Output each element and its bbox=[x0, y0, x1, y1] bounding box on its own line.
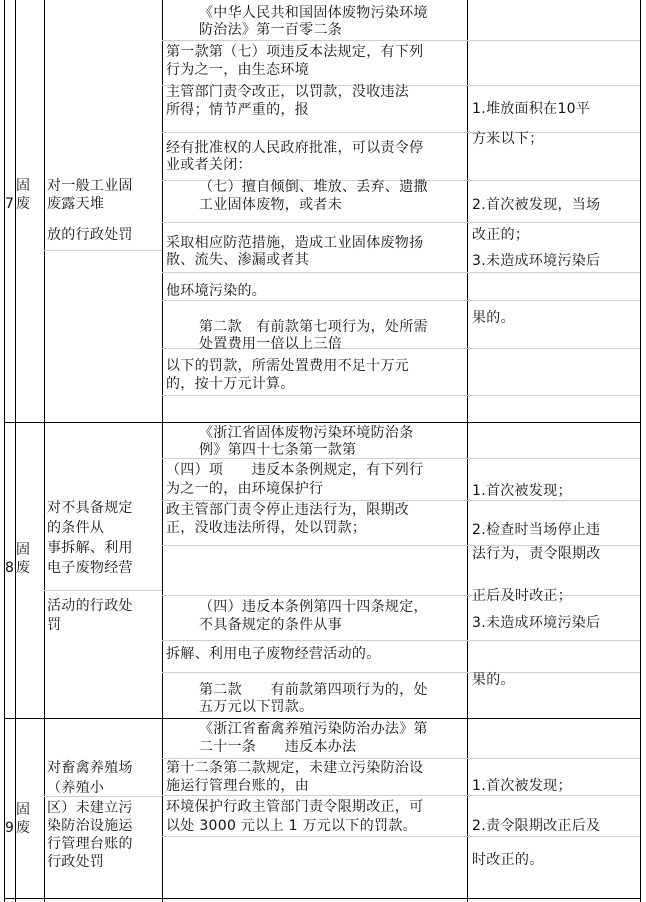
legal-basis-line: 《浙江省固体废物污染环境防治条 bbox=[199, 425, 414, 441]
condition-line: 3.未造成环境污染后 bbox=[472, 253, 601, 269]
item-name: 对畜禽养殖场 bbox=[47, 760, 133, 776]
condition-line: 1.堆放面积在10平 bbox=[472, 101, 591, 117]
condition-line: 1.首次被发现； bbox=[472, 778, 572, 794]
condition-line: 2.责令限期改正后及 bbox=[472, 818, 601, 834]
category-label: 废 bbox=[16, 820, 31, 836]
legal-basis-line: 例》第四十七条第一款第 bbox=[199, 442, 357, 458]
legal-basis-line: 业或者关闭： bbox=[166, 157, 252, 173]
legal-basis-line: 行为之一，由生态环境 bbox=[166, 62, 309, 78]
legal-basis-line: 以处 3000 元以上 1 万元以下的罚款。 bbox=[166, 818, 417, 834]
legal-basis-line: 为之一的，由环境保护行 bbox=[166, 481, 324, 497]
legal-basis-line: 第一款第（七）项违反本法规定，有下列 bbox=[166, 44, 424, 60]
legal-basis-line: 工业固体废物，或者未 bbox=[199, 197, 342, 213]
item-name: 废露天堆 bbox=[47, 196, 105, 212]
legal-basis-line: 第二款 有前款第七项行为，处所需 bbox=[199, 319, 428, 335]
legal-basis-line: 的，按十万元计算。 bbox=[166, 376, 295, 392]
item-name: 事拆解、利用 bbox=[47, 540, 133, 556]
row-number: 9 bbox=[5, 820, 15, 836]
item-name: 放的行政处罚 bbox=[47, 227, 133, 243]
legal-basis-line: 所得；情节严重的，报 bbox=[166, 102, 309, 118]
item-name: 的条件从 bbox=[47, 520, 105, 536]
condition-line: 改正的； bbox=[472, 227, 530, 243]
item-name: 行管理台账的 bbox=[47, 836, 133, 852]
category-label: 固 bbox=[16, 178, 31, 194]
row-number: 8 bbox=[5, 560, 15, 576]
category-label: 固 bbox=[16, 802, 31, 818]
legal-basis-line: 采取相应防范措施，造成工业固体废物扬 bbox=[166, 235, 424, 251]
legal-basis-line: （四）违反本条例第四十四条规定， bbox=[199, 599, 428, 615]
item-name: 对不具备规定 bbox=[47, 500, 133, 516]
legal-basis-line: 主管部门责令改正，以罚款，没收违法 bbox=[166, 84, 410, 100]
category-label: 固 bbox=[16, 542, 31, 558]
condition-line: 2.首次被发现，当场 bbox=[472, 197, 601, 213]
condition-line: 果的。 bbox=[472, 672, 515, 688]
item-name: 区）未建立污 bbox=[47, 800, 133, 816]
condition-line: 3.未造成环境污染后 bbox=[472, 615, 601, 631]
legal-basis-line: 第十二条第二款规定，未建立污染防治设 bbox=[166, 760, 424, 776]
condition-line: 时改正的。 bbox=[472, 852, 544, 868]
item-name: 行政处罚 bbox=[47, 854, 105, 870]
category-label: 废 bbox=[16, 196, 31, 212]
legal-basis-line: 拆解、利用电子废物经营活动的。 bbox=[166, 646, 381, 662]
legal-basis-line: 《浙江省畜禽养殖污染防治办法》第 bbox=[199, 721, 428, 737]
legal-basis-line: 五万元以下罚款。 bbox=[199, 699, 314, 715]
condition-line: 正后及时改正； bbox=[472, 588, 573, 604]
legal-basis-line: 二十一条 违反本办法 bbox=[199, 739, 357, 755]
legal-basis-line: 正，没收违法所得，处以罚款； bbox=[166, 520, 367, 536]
item-name: 电子废物经营 bbox=[47, 560, 133, 576]
legal-basis-line: 散、流失、渗漏或者其 bbox=[166, 252, 309, 268]
legal-basis-line: 防治法》第一百零二条 bbox=[199, 22, 342, 38]
legal-basis-line: 政主管部门责令停止违法行为，限期改 bbox=[166, 502, 410, 518]
item-name: 染防治设施运 bbox=[47, 818, 133, 834]
legal-basis-line: 环境保护行政主管部门责令限期改正，可 bbox=[166, 799, 424, 815]
condition-line: 果的。 bbox=[472, 310, 515, 326]
legal-basis-line: 以下的罚款，所需处置费用不足十万元 bbox=[166, 358, 410, 374]
item-name: 对一般工业固 bbox=[47, 178, 133, 194]
legal-basis-line: （四）项 违反本条例规定，有下列行 bbox=[166, 462, 424, 478]
legal-basis-line: 他环境污染的。 bbox=[166, 283, 267, 299]
item-name: （养殖小 bbox=[47, 780, 105, 796]
row-number: 7 bbox=[5, 196, 15, 212]
legal-basis-line: （七）擅自倾倒、堆放、丢弃、遗撒 bbox=[199, 179, 428, 195]
item-name: 活动的行政处 bbox=[47, 598, 133, 614]
condition-line: 方米以下； bbox=[472, 131, 544, 147]
legal-basis-line: 经有批准权的人民政府批准，可以责令停 bbox=[166, 140, 424, 156]
legal-basis-line: 不具备规定的条件从事 bbox=[199, 617, 342, 633]
condition-line: 2.检查时当场停止违 bbox=[472, 522, 601, 538]
legal-basis-line: 《中华人民共和国固体废物污染环境 bbox=[199, 5, 428, 21]
category-label: 废 bbox=[16, 560, 31, 576]
condition-line: 法行为，责令限期改 bbox=[472, 546, 601, 562]
condition-line: 1.首次被发现； bbox=[472, 483, 572, 499]
legal-basis-line: 第二款 有前款第四项行为的，处 bbox=[199, 682, 428, 698]
item-name: 罚 bbox=[47, 617, 62, 633]
legal-basis-line: 处置费用一倍以上三倍 bbox=[199, 336, 342, 352]
legal-basis-line: 施运行管理台账的，由 bbox=[166, 778, 309, 794]
